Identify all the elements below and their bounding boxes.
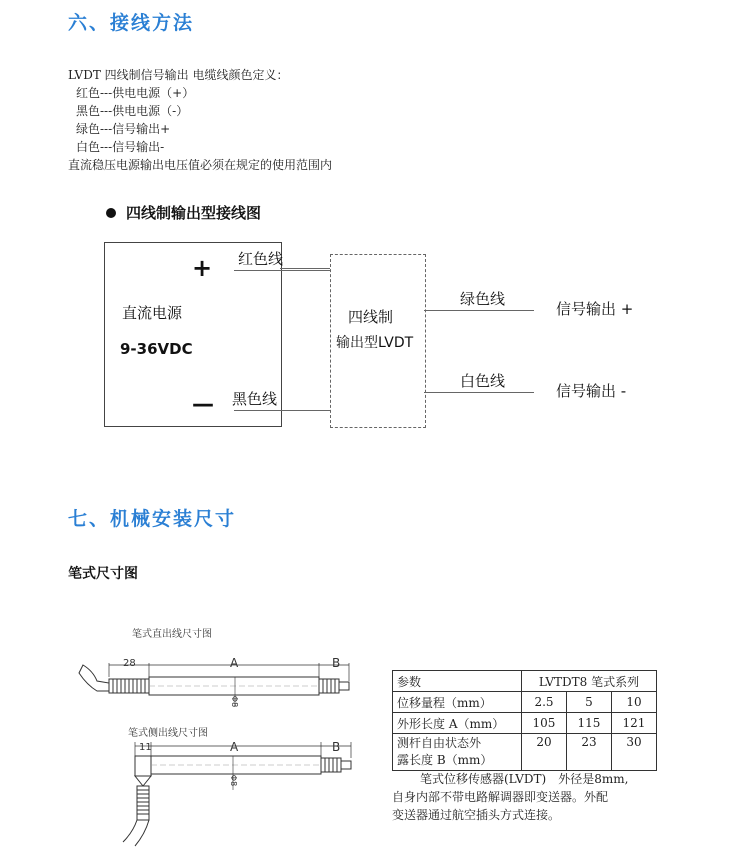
drawing-1-caption: 笔式直出线尺寸图: [132, 629, 212, 640]
wiring-intro: LVDT 四线制信号输出 电缆线颜色定义：: [68, 68, 289, 82]
wire-def-white: 白色---信号输出-: [76, 140, 165, 154]
description-line: 笔式位移传感器(LVDT) 外径是8mm,: [420, 772, 629, 786]
white-wire-label: 白色线: [460, 372, 506, 390]
table-row: [393, 692, 657, 713]
wire-def-green: 绿色---信号输出+: [76, 122, 171, 136]
lvdt-label-2: 输出型LVDT: [336, 335, 414, 351]
wire-def-black: 黑色---供电电源（-）: [76, 104, 189, 118]
bullet-icon: [106, 208, 116, 218]
table-cell: 23: [566, 734, 611, 771]
table-header-cell: LVTDT8 笔式系列: [522, 671, 657, 692]
table-cell: 115: [566, 713, 611, 734]
section-7-title: 七、机械安装尺寸: [68, 508, 237, 530]
wiring-diagram: [60, 232, 740, 432]
lvdt-label-1: 四线制: [348, 308, 394, 326]
wiring-text-block: [68, 66, 332, 174]
section-6-title: 六、接线方法: [68, 12, 195, 34]
table-row: [393, 734, 657, 771]
table-cell: [393, 734, 522, 771]
red-wire-line-b: [280, 268, 330, 269]
signal-out-plus: 信号输出 +: [556, 300, 634, 318]
table-cell: 20: [522, 734, 567, 771]
table-cell: 121: [611, 713, 656, 734]
pen-side-drawing: [115, 738, 375, 848]
green-wire-line: [424, 310, 534, 311]
table-cell: 位移量程（mm）: [393, 692, 522, 713]
dim-diameter-label-1: Φ8: [230, 695, 240, 708]
dim-b-label-2: B: [332, 740, 341, 754]
diagram-title: 四线制输出型接线图: [126, 204, 262, 222]
plus-terminal: +: [192, 254, 213, 282]
dim-11-label: 11: [139, 742, 152, 753]
pen-straight-drawing: [75, 645, 375, 715]
voltage-note: 直流稳压电源输出电压值必须在规定的使用范围内: [68, 158, 333, 172]
green-wire-label: 绿色线: [460, 290, 506, 308]
table-cell: 5: [566, 692, 611, 713]
table-cell: 10: [611, 692, 656, 713]
dim-28-label: 28: [123, 658, 136, 669]
table-cell: 外形长度 A（mm）: [393, 713, 522, 734]
table-cell-line: 露长度 B（mm）: [397, 753, 493, 767]
minus-terminal: —: [192, 392, 214, 417]
table-cell: 2.5: [522, 692, 567, 713]
dim-a-label-2: A: [230, 740, 239, 754]
dim-diameter-label-2: Φ8: [229, 774, 239, 787]
power-supply-voltage: 9-36VDC: [120, 340, 193, 358]
table-header-cell: 参数: [393, 671, 522, 692]
dim-a-label-1: A: [230, 656, 239, 670]
signal-out-minus: 信号输出 -: [556, 382, 627, 400]
red-wire-label: 红色线: [238, 250, 284, 268]
power-supply-label: 直流电源: [122, 304, 183, 322]
spec-table: [392, 670, 657, 771]
table-cell: 105: [522, 713, 567, 734]
dim-b-label-1: B: [332, 656, 341, 670]
table-cell: 30: [611, 734, 656, 771]
table-cell-line: 测杆自由状态外: [397, 736, 482, 750]
table-header-row: [393, 671, 657, 692]
white-wire-line: [424, 392, 534, 393]
description-line: 自身内部不带电路解调器即变送器。外配: [392, 790, 609, 804]
red-wire-line: [234, 270, 330, 271]
black-wire-label: 黑色线: [232, 390, 278, 408]
table-row: [393, 713, 657, 734]
sensor-description: [392, 770, 692, 824]
wire-def-red: 红色---供电电源（+）: [76, 86, 195, 100]
drawing-2-caption: 笔式侧出线尺寸图: [128, 728, 208, 739]
pen-dimension-subtitle: 笔式尺寸图: [68, 566, 138, 582]
black-wire-line: [234, 410, 330, 411]
description-line: 变送器通过航空插头方式连接。: [392, 808, 561, 822]
